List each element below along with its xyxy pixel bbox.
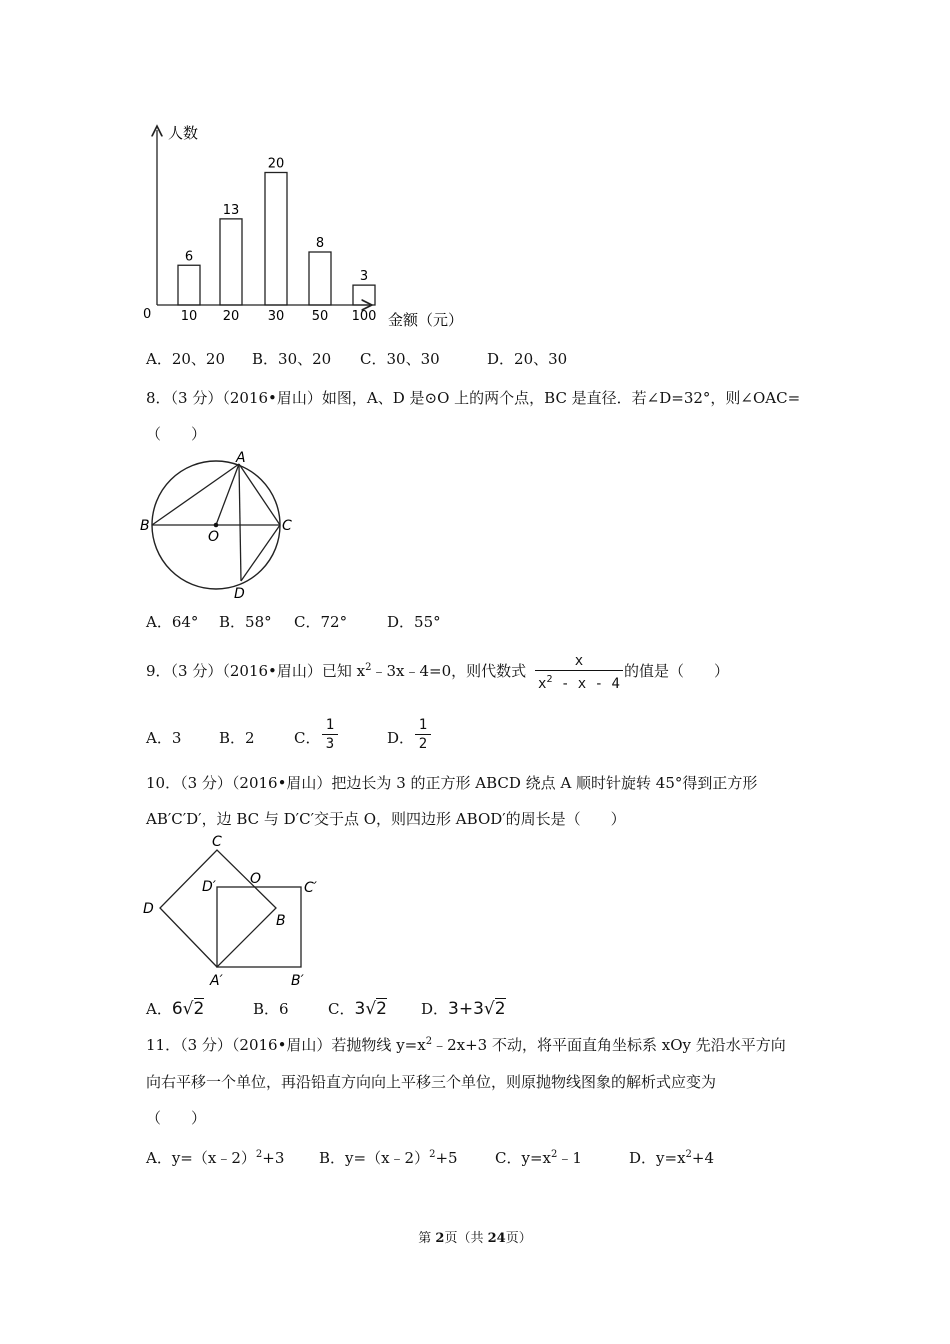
bar-value-label: 6 (184, 249, 194, 265)
q10-option-c: C．3√2 (328, 999, 387, 1019)
q10-stem-line2: AB′C′D′，边 BC 与 D′C′交于点 O，则四边形 ABOD′的周长是（ ） (146, 810, 626, 828)
label-d-prime: D′ (202, 879, 216, 895)
q9-option-d-label: D． (387, 729, 415, 747)
bar-value-label: 13 (222, 202, 240, 218)
q8-option-b: B．58° (219, 613, 272, 631)
bar-50 (309, 252, 331, 305)
label-o: O (250, 871, 262, 887)
bar-10 (178, 265, 200, 305)
q8-option-a: A．64° (146, 613, 199, 631)
bar-value-label: 3 (359, 269, 369, 285)
q9-stem-end: 的值是（ ） (624, 662, 730, 680)
label-a: A (236, 450, 246, 466)
x-tick-label: 20 (222, 309, 240, 324)
q8-circle-figure (138, 448, 308, 604)
q11-option-c: C．$y=x^2﹣1$ (495, 1149, 582, 1167)
x-tick-label: 30 (267, 309, 285, 324)
q7-option-d: D．20、30 (487, 350, 568, 368)
q8-option-c: C．72° (294, 613, 348, 631)
label-o: O (208, 529, 220, 545)
bar-value-label: 8 (315, 236, 325, 251)
bar-chart (130, 118, 490, 333)
x-tick-label: 100 (351, 309, 377, 324)
label-b-prime: B′ (291, 973, 304, 989)
q8-stem: 8．（3 分）（2016•眉山）如图，A、D 是⊙O 上的两个点，BC 是直径．若∠D=32°，则∠OAC= (146, 389, 801, 407)
q11-option-a: A．y=（x﹣2）$^2$+3 (146, 1149, 285, 1167)
q9-option-d-fraction: 1 2 (415, 716, 431, 753)
q9-option-b: B．2 (219, 729, 255, 747)
q7-option-b: B．30、20 (252, 350, 332, 368)
label-c-prime: C′ (304, 880, 317, 896)
q10-square-figure (138, 832, 328, 992)
y-axis-label: 人数 (168, 124, 199, 142)
q10-option-b: B．6 (253, 1000, 289, 1018)
q9-option-a: A．3 (146, 729, 182, 747)
label-b: B (276, 913, 286, 929)
label-c: C (212, 834, 222, 850)
x-tick-label: 50 (311, 309, 329, 324)
q10-stem-line1: 10．（3 分）（2016•眉山）把边长为 3 的正方形 ABCD 绕点 A 顺时针旋转 45°得到正方形 (146, 774, 758, 792)
bar-30 (265, 173, 287, 306)
q10-option-d: D．3+3√2 (421, 999, 506, 1019)
q9-fraction: x $x^2$ - x - 4 (535, 652, 623, 693)
q8-blank: （ ） (146, 425, 207, 443)
q8-option-d: D．55° (387, 613, 441, 631)
page-footer: 第 2页（共 24页） (418, 1231, 532, 1246)
label-d: D (143, 901, 154, 917)
bar-20 (220, 219, 242, 305)
square-abcd (160, 850, 276, 967)
q9-option-c-label: C． (294, 729, 321, 747)
q9-option-c-fraction: 1 3 (322, 716, 338, 753)
label-a-prime: A′ (210, 973, 223, 989)
q11-stem-line2: 向右平移一个单位，再沿铅直方向向上平移三个单位，则原抛物线图象的解析式应变为 (146, 1073, 717, 1091)
label-d: D (234, 586, 245, 602)
q7-option-a: A．20、20 (146, 350, 226, 368)
label-c: C (282, 518, 292, 534)
q11-blank: （ ） (146, 1109, 207, 1127)
x-axis-label: 金额（元） (388, 311, 464, 329)
q10-option-a: A．6√2 (146, 999, 205, 1019)
x-tick-label: 10 (180, 309, 198, 324)
bar-value-label: 20 (267, 156, 285, 172)
origin-label: 0 (143, 307, 152, 322)
q11-option-b: B．y=（x﹣2）$^2$+5 (319, 1149, 458, 1167)
q11-option-d: D．$y=x^2+4$ (629, 1149, 715, 1167)
bar-100 (353, 285, 375, 305)
q7-option-c: C．30、30 (360, 350, 440, 368)
q9-stem: 9．（3 分）（2016•眉山）已知 $x^2﹣3x﹣4=0$，则代数式 (146, 662, 527, 680)
q11-stem-line1: 11．（3 分）（2016•眉山）若抛物线 $y=x^2﹣2x+3$ 不动，将平面直角坐标系 xOy 先沿水平方向 (146, 1036, 786, 1054)
label-b: B (140, 518, 150, 534)
